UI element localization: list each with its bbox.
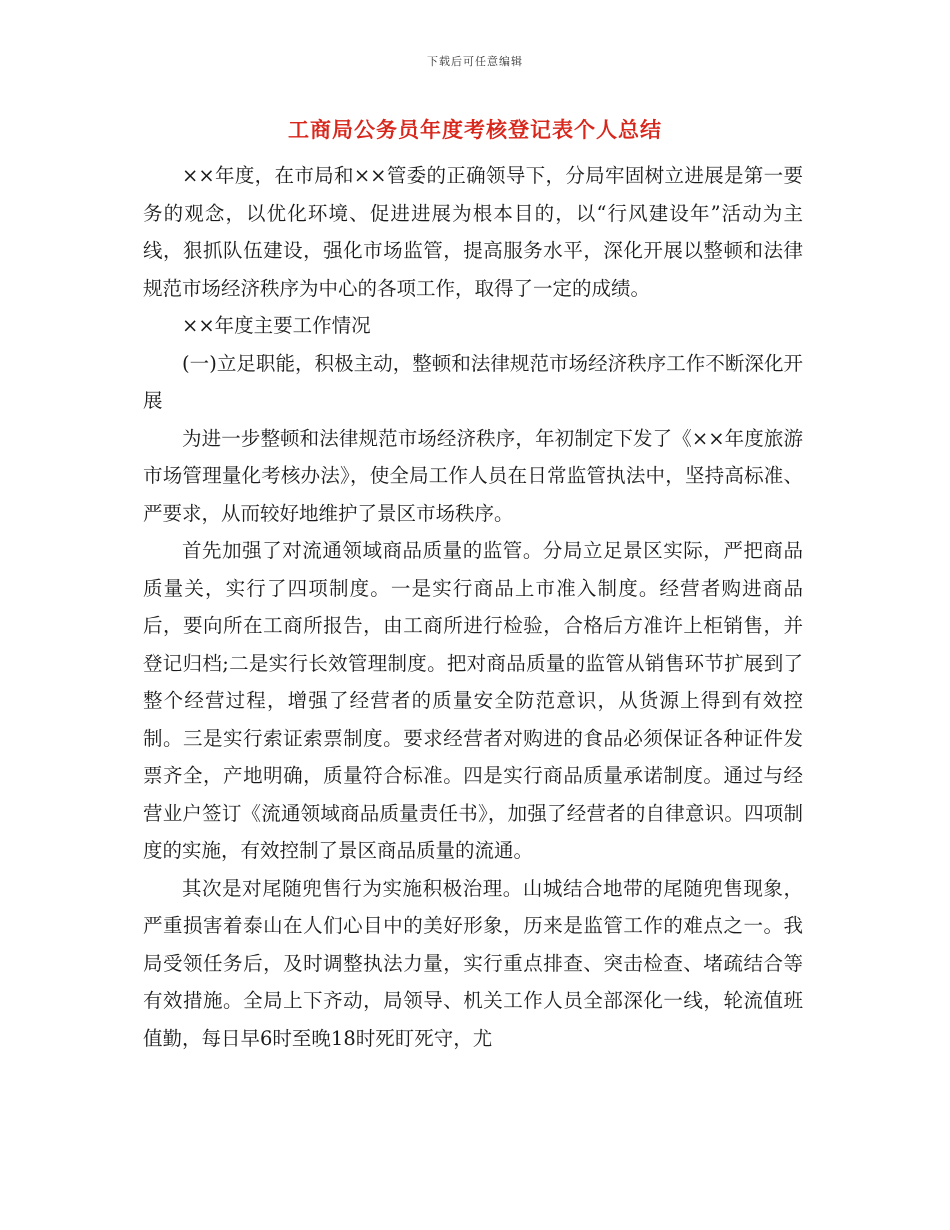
document-body <box>143 157 803 1057</box>
header-note: 下载后可任意编辑 <box>427 55 523 68</box>
body-paragraph: ××年度，在市局和××管委的正确领导下，分局牢固树立进展是第一要务的观念，以优化环境、促进进展为根本目的，以“行风建设年”活动为主线，狠抓队伍建设，强化市场监管，提高服务水平，深化开展以整顿和法律规范市场经济秩序为中心的各项工作，取得了一定的成绩。 <box>143 164 803 300</box>
section-heading: ××年度主要工作情况 <box>182 314 371 337</box>
subsection-heading: (一)立足职能，积极主动，整顿和法律规范市场经济秩序工作不断深化开展 <box>143 351 803 412</box>
body-paragraph: 首先加强了对流通领域商品质量的监管。分局立足景区实际，严把商品质量关，实行了四项制度。一是实行商品上市准入制度。经营者购进商品后，要向所在工商所报告，由工商所进行检验，合格后方准许上柜销售，并登记归档;二是实行长效管理制度。把对商品质量的监管从销售环节扩展到了整个经营过程，增强了经营者的质量安全防范意识，从货源上得到有效控制。三是实行索证索票制度。要求经营者对购进的食品必须保证各种证件发票齐全，产地明确，质量符合标准。四是实行商品质量承诺制度。通过与经营业户签订《流通领域商品质量责任书》，加强了经营者的自律意识。四项制度的实施，有效控制了景区商品质量的流通。 <box>143 539 803 862</box>
document-title: 工商局公务员年度考核登记表个人总结 <box>288 117 662 142</box>
body-paragraph: 其次是对尾随兜售行为实施积极治理。山城结合地带的尾随兜售现象，严重损害着泰山在人们心目中的美好形象，历来是监管工作的难点之一。我局受领任务后，及时调整执法力量，实行重点排查、突击检查、堵疏结合等有效措施。全局上下齐动，局领导、机关工作人员全部深化一线，轮流值班值勤，每日早6时至晚18时死盯死守，尤 <box>143 876 803 1050</box>
body-paragraph: 为进一步整顿和法律规范市场经济秩序，年初制定下发了《××年度旅游市场管理量化考核办法》，使全局工作人员在日常监管执法中，坚持高标准、严要求，从而较好地维护了景区市场秩序。 <box>143 426 803 525</box>
